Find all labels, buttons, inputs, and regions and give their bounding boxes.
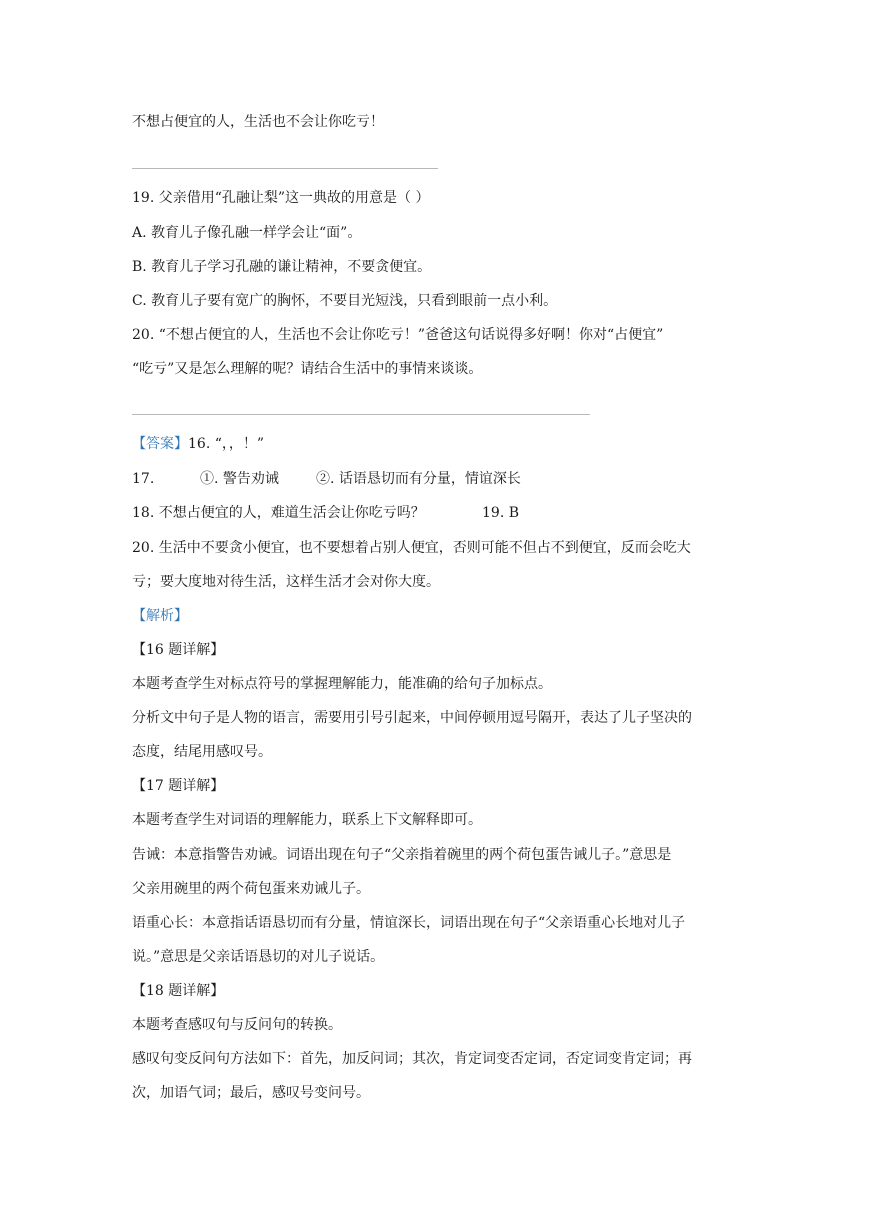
answer-16 [132,434,264,454]
answer-17-number: 17. [132,471,155,487]
question-19-option-a: A. 教育儿子像孔融一样学会让“面”。 [132,225,362,241]
analysis-tag: 【解析】 [132,608,188,624]
heading-17-detail: 【17 题详解】 [132,778,225,794]
heading-18-detail: 【18 题详解】 [132,983,225,999]
analysis-17-paragraph-2-line-2: 父亲用碗里的两个荷包蛋来劝诫儿子。 [132,881,370,897]
answer-19: 19. B [482,505,520,521]
analysis-16-paragraph-1: 本题考查学生对标点符号的掌握理解能力，能准确的给句子加标点。 [132,676,552,692]
analysis-16-paragraph-2-line-2: 态度，结尾用感叹号。 [132,744,272,760]
question-19-stem: 19. 父亲借用“孔融让梨”这一典故的用意是（ ） [132,190,430,206]
analysis-17-paragraph-2-line-1: 告诫：本意指警告劝诫。词语出现在句子“父亲指着碗里的两个荷包蛋告诫儿子。”意思是 [132,847,672,863]
answer-20-line-1: 20. 生活中不要贪小便宜，也不要想着占别人便宜，否则可能不但占不到便宜，反而会吃大 [132,540,691,556]
answer-17-part-1: ①. 警告劝诫 [200,471,279,487]
heading-16-detail: 【16 题详解】 [132,642,225,658]
answer-17 [132,469,521,489]
answer-blank-line [132,414,590,415]
answer-18: 18. 不想占便宜的人，难道生活会让你吃亏吗？ [132,505,425,521]
answer-16-text: 16. “，，！” [188,436,265,452]
question-19-option-c: C. 教育儿子要有宽广的胸怀，不要目光短浅，只看到眼前一点小利。 [132,293,558,309]
analysis-17-paragraph-1: 本题考查学生对词语的理解能力，联系上下文解释即可。 [132,812,482,828]
question-19-option-b: B. 教育儿子学习孔融的谦让精神，不要贪便宜。 [132,259,432,275]
question-20-line-1: 20. “不想占便宜的人，生活也不会让你吃亏！”爸爸这句话说得多好啊！你对“占便宜” [132,327,664,343]
answer-tag: 【答案】 [132,436,188,452]
top-sentence: 不想占便宜的人，生活也不会让你吃亏！ [132,114,384,130]
analysis-18-paragraph-1: 本题考查感叹句与反问句的转换。 [132,1017,342,1033]
analysis-18-paragraph-2-line-1: 感叹句变反问句方法如下：首先，加反问词；其次，肯定词变否定词，否定词变肯定词；再 [132,1051,692,1067]
analysis-18-paragraph-2-line-2: 次，加语气词；最后，感叹号变问号。 [132,1085,370,1101]
answer-blank-line [132,168,438,169]
analysis-16-paragraph-2-line-1: 分析文中句子是人物的语言，需要用引号引起来，中间停顿用逗号隔开，表达了儿子坚决的 [132,710,692,726]
answer-17-part-2: ②. 话语恳切而有分量，情谊深长 [316,471,521,487]
analysis-17-paragraph-3-line-2: 说。”意思是父亲话语恳切的对儿子说话。 [132,949,385,965]
question-20-line-2: “吃亏”又是怎么理解的呢？请结合生活中的事情来谈谈。 [132,361,483,377]
answer-20-line-2: 亏；要大度地对待生活，这样生活才会对你大度。 [132,574,440,590]
analysis-17-paragraph-3-line-1: 语重心长：本意指话语恳切而有分量，情谊深长，词语出现在句子“父亲语重心长地对儿子 [132,915,686,931]
answer-18-19 [132,503,519,523]
